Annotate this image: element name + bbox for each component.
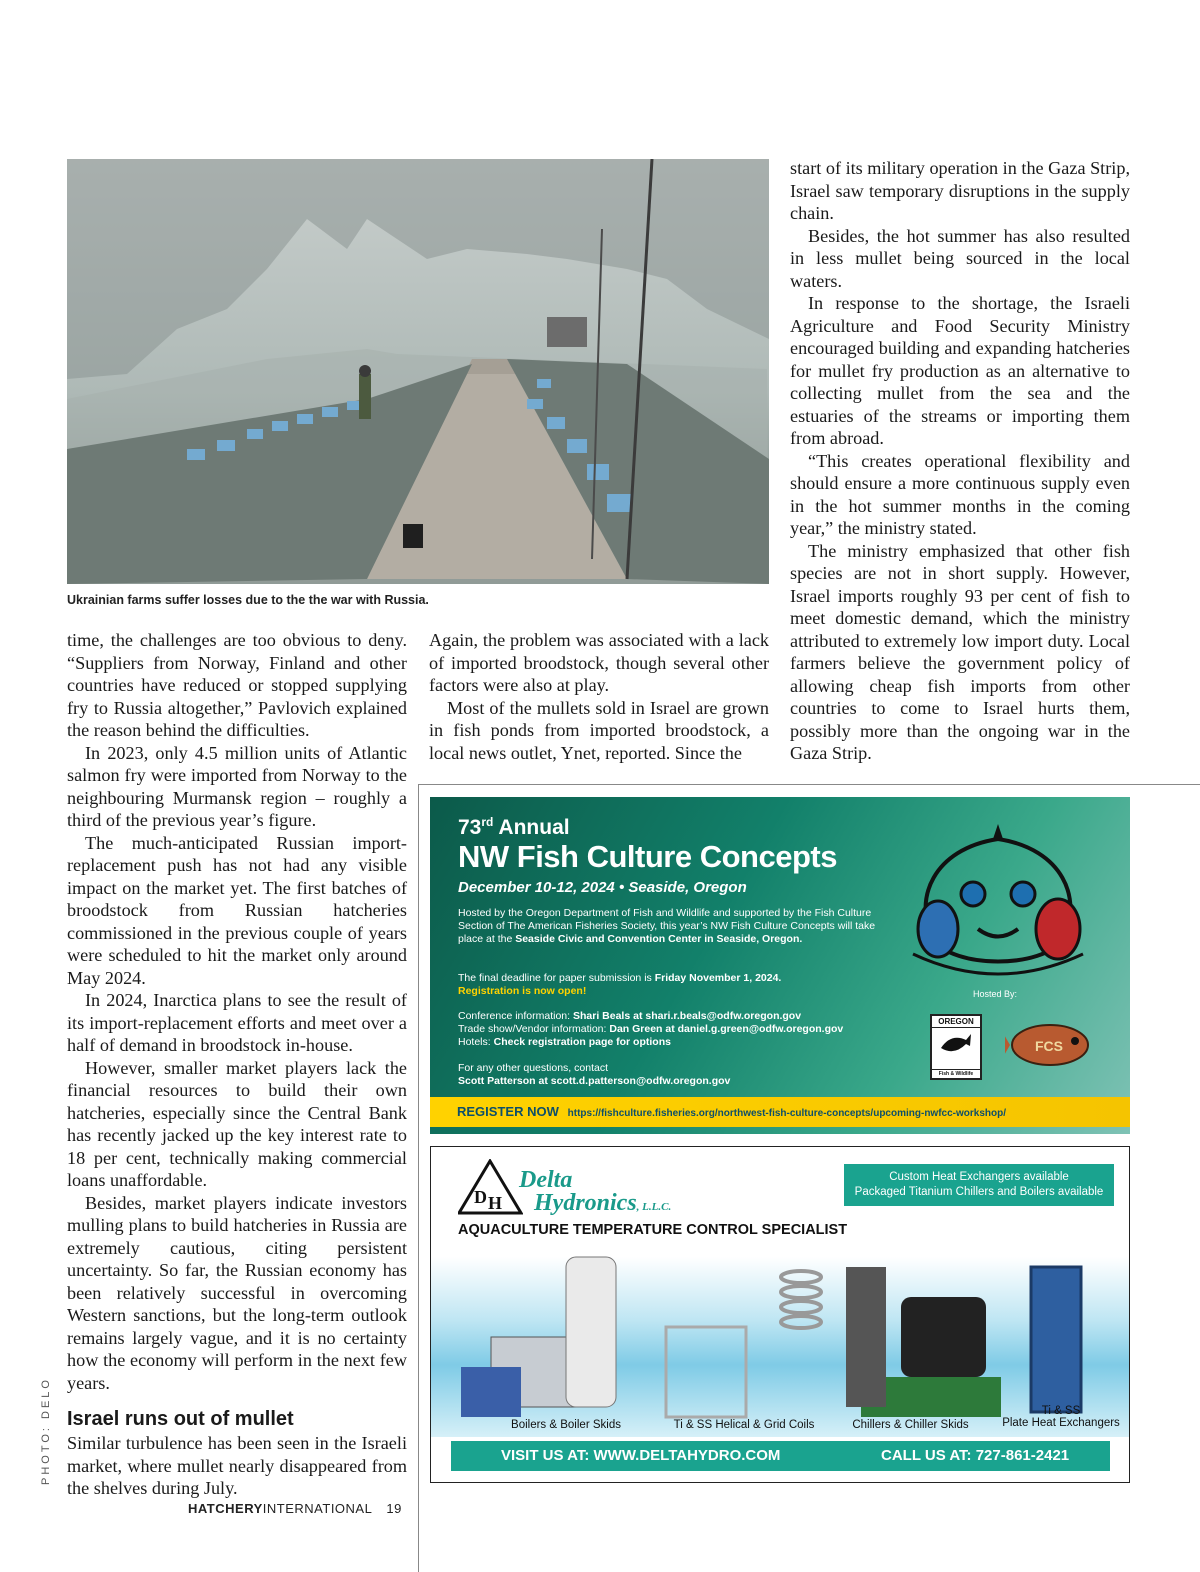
magazine-name-suffix: INTERNATIONAL <box>262 1501 373 1516</box>
article-column-1 <box>67 629 407 1500</box>
paragraph: Besides, market players indicate investors mulling plans to build hatcheries in Russia are extremely cautious, citing persistent uncertainty. So far, the Russian economy has been relatively successful in overcoming Western sanctions, but the long-term outlook remains largely vague, and it is no certainty how the economy will perform in the next few years. <box>67 1192 407 1393</box>
paragraph: Again, the problem was associated with a lack of imported broodstock, though several other factors were also at play. <box>429 630 769 695</box>
odfw-logo: OREGON Fish & Wildlife <box>930 1014 982 1080</box>
ad-contacts: Conference information: Shari Beals at shari.r.beals@odfw.oregon.gov Trade show/Vendor information: Dan Green at daniel.g.green@odfw.oregon.gov Hotels: Check registration page for options <box>458 1010 844 1048</box>
register-now-button[interactable]: REGISTER NOW <box>457 1104 559 1119</box>
paragraph: “This creates operational flexibility and should ensure a more continuous supply even in the hot summer months in the coming year,” the ministry stated. <box>790 450 1130 538</box>
custom-services-box: Custom Heat Exchangers available Packaged Titanium Chillers and Boilers available <box>844 1164 1114 1206</box>
paragraph: Similar turbulence has been seen in the Israeli market, where mullet nearly disappeared from the shelves during July. <box>67 1433 407 1498</box>
conference-contact[interactable]: Shari Beals at shari.r.beals@odfw.oregon.gov <box>572 1010 802 1022</box>
registration-open: Registration is now open! <box>458 985 587 997</box>
ad-deadline: The final deadline for paper submission is Friday November 1, 2024. Registration is now open! <box>458 972 782 997</box>
ad-title: NW Fish Culture Concepts <box>458 839 837 874</box>
other-contact[interactable]: Scott Patterson at scott.d.patterson@odfw.oregon.gov <box>458 1075 731 1087</box>
svg-text:H: H <box>488 1193 503 1213</box>
paragraph: In response to the shortage, the Israeli Agriculture and Food Security Ministry encouraged building and expanding hatcheries for mullet fry production as an alternative to collecting mullet from the sea and the estuaries of the streams or importing them from abroad. <box>790 293 1130 448</box>
trade-contact[interactable]: Dan Green at daniel.g.green@odfw.oregon.gov <box>609 1023 844 1035</box>
odfw-fish-icon <box>936 1028 976 1058</box>
paragraph: The ministry emphasized that other fish species are not in short supply. However, Israel imports roughly 93 per cent of fish to meet domestic demand, which the ministry attributed to extremely low import duty. Local farmers believe the government policy of allowing cheap fish imports from other countries to come to Israel hurts them, possibly more than the ongoing war in the Gaza Strip. <box>790 540 1130 763</box>
product-illustrations <box>431 1247 1130 1427</box>
page-footer <box>188 1501 402 1516</box>
hotels-info: Check registration page for options <box>493 1036 671 1048</box>
ad-divider-horizontal <box>418 784 1200 785</box>
page-number: 19 <box>386 1501 402 1516</box>
nw-fish-culture-ad[interactable] <box>430 797 1130 1134</box>
contact-bar <box>451 1441 1110 1471</box>
product-heat-exchangers: Ti & SS Plate Heat Exchangers <box>1002 1405 1120 1429</box>
hosted-by-label: Hosted By: <box>973 989 1018 999</box>
product-chillers: Chillers & Chiller Skids <box>852 1419 969 1431</box>
delta-hydronics-ad[interactable] <box>430 1146 1130 1483</box>
paragraph: In 2024, Inarctica plans to see the result of its import-replacement efforts and meet over a half of demand in broodstock in-house. <box>67 990 407 1055</box>
phone-link[interactable]: CALL US AT: 727-861-2421 <box>881 1447 1070 1464</box>
paragraph: time, the challenges are too obvious to deny. “Suppliers from Norway, Finland and other countries have reduced or stopped supplying fry to Russia altogether,” Pavlovich explained the reason behind the difficulties. <box>67 630 407 740</box>
website-link[interactable]: VISIT US AT: WWW.DELTAHYDRO.COM <box>501 1447 781 1464</box>
delta-hydronics-brand: Delta Hydronics, L.L.C. <box>519 1167 672 1216</box>
native-art-illustration <box>893 819 1103 984</box>
register-url-link[interactable]: https://fishculture.fisheries.org/northwest-fish-culture-concepts/upcoming-nwfcc-workshop/ <box>567 1108 1006 1119</box>
paragraph: In 2023, only 4.5 million units of Atlantic salmon fry were imported from Norway to the neighbouring Murmansk region – roughly a third of the previous year’s figure. <box>67 742 407 830</box>
fish-culture-section-logo <box>1005 1015 1095 1075</box>
article-photo <box>67 159 769 584</box>
paragraph: However, smaller market players lack the financial resources to build their own hatcheries, especially since the Central Bank has recently jacked up the key interest rate to 18 per cent, technically making commercial loans unaffordable. <box>67 1057 407 1190</box>
paragraph: Besides, the hot summer has also resulted in less mullet being sourced in the local waters. <box>790 225 1130 291</box>
article-column-2 <box>429 629 769 764</box>
product-boilers: Boilers & Boiler Skids <box>511 1419 621 1431</box>
photo-caption: Ukrainian farms suffer losses due to the the war with Russia. <box>67 593 429 607</box>
ad-divider-vertical <box>418 784 419 1572</box>
ad-other-questions: For any other questions, contact Scott Patterson at scott.d.patterson@odfw.oregon.gov <box>458 1062 731 1087</box>
section-subhead: Israel runs out of mullet <box>67 1408 294 1430</box>
delta-hydronics-logo-icon <box>458 1159 523 1215</box>
article-column-3 <box>790 157 1130 765</box>
register-bar[interactable] <box>430 1097 1130 1127</box>
ad-dates: December 10-12, 2024 • Seaside, Oregon <box>458 879 747 896</box>
photo-credit: PHOTO: DELO <box>40 1377 52 1485</box>
paragraph: start of its military operation in the Gaza Strip, Israel saw temporary disruptions in the supply chain. <box>790 158 1130 223</box>
paragraph: Most of the mullets sold in Israel are grown in fish ponds from imported broodstock, a local news outlet, Ynet, reported. Since the <box>429 697 769 763</box>
product-coils: Ti & SS Helical & Grid Coils <box>673 1419 815 1431</box>
svg-text:FCS: FCS <box>1035 1038 1063 1054</box>
paragraph: The much-anticipated Russian import-replacement push has not had any visible impact on the market yet. The first batches of broodstock from Russian hatcheries commissioned in the previous couple of years were scheduled to hit the market only around May 2024. <box>67 832 407 988</box>
ad-annual-label: 73rd Annual <box>458 815 570 839</box>
ad-tagline: AQUACULTURE TEMPERATURE CONTROL SPECIALIST <box>458 1222 848 1238</box>
svg-text:D: D <box>474 1187 487 1207</box>
magazine-name: HATCHERY <box>188 1501 263 1516</box>
ad-hosted-text: Hosted by the Oregon Department of Fish and Wildlife and supported by the Fish Culture Section of The American Fisheries Society, this year’s NW Fish Culture Concepts will take place at the Seaside Civic and Convention Center in Seaside, Oregon. <box>458 907 876 945</box>
